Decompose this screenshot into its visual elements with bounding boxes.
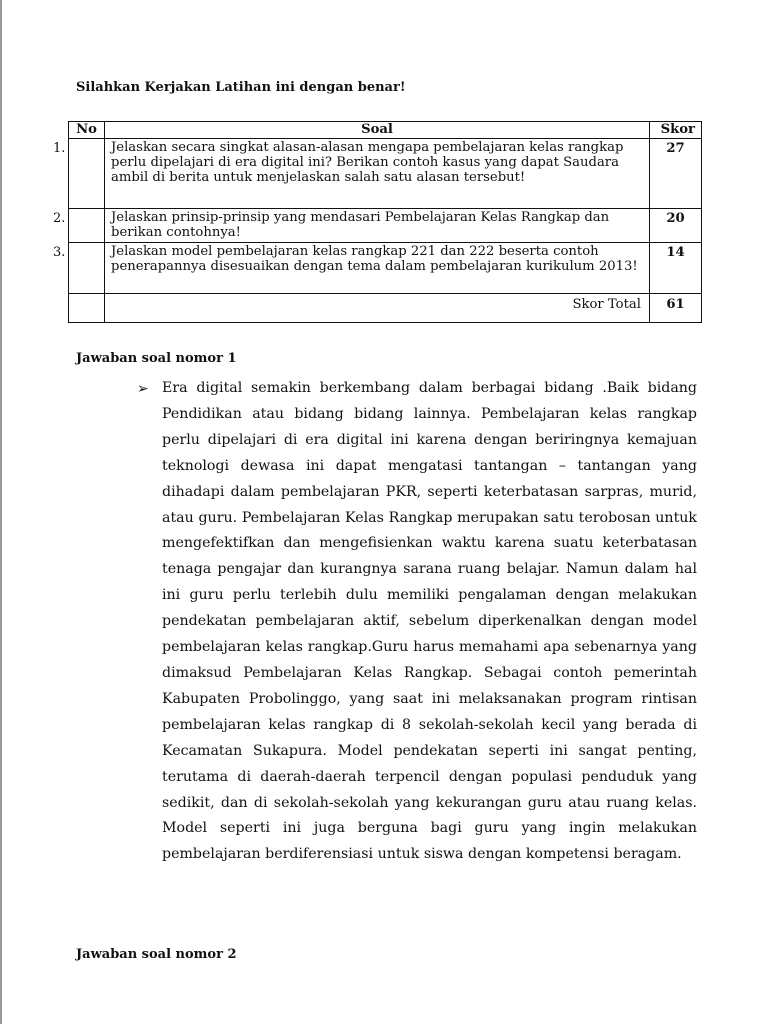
table-row: [69, 209, 702, 243]
total-row: [69, 294, 702, 323]
question-text: Jelaskan prinsip-prinsip yang mendasari Pembelajaran Kelas Rangkap dan berikan contohnya!: [105, 209, 650, 243]
table-header-row: [69, 122, 702, 139]
question-text: Jelaskan secara singkat alasan-alasan mengapa pembelajaran kelas rangkap perlu dipelajari di era digital ini? Berikan contoh kasus yang dapat Saudara ambil di berita untuk menjelaskan salah satu alasan tersebut!: [105, 139, 650, 209]
answer-1-text: Era digital semakin berkembang dalam berbagai bidang .Baik bidang Pendidikan atau bidang bidang lainnya. Pembelajaran kelas rangkap perlu dipelajari di era digital ini karena dengan beriringnya kemajuan teknologi dewasa ini dapat mengatasi tantangan – tantangan yang dihadapi dalam pembelajaran PKR, seperti keterbatasan sarpras, murid, atau guru. Pembelajaran Kelas Rangkap merupakan satu terobosan untuk mengefektifkan dan mengefisienkan waktu karena suatu keterbatasan tenaga pengajar dan kurangnya sarana ruang belajar. Namun dalam hal ini guru perlu terlebih dulu memiliki pengalaman dengan melakukan pendekatan pembelajaran aktif, sebelum diperkenalkan dengan model pembelajaran kelas rangkap.Guru harus memahami apa sebenarnya yang dimaksud Pembelajaran Kelas Rangkap. Sebagai contoh pemerintah Kabupaten Probolinggo, yang saat ini melaksanakan program rintisan pembelajaran kelas rangkap di 8 sekolah-sekolah kecil yang berada di Kecamatan Sukapura. Model pendekatan seperti ini sangat penting, terutama di daerah-daerah terpencil dengan populasi penduduk yang sedikit, dan di sekolah-sekolah yang kekurangan guru atau ruang kelas. Model seperti ini juga berguna bagi guru yang ingin melakukan pembelajaran berdiferensiasi untuk siswa dengan kompetensi beragam.: [162, 380, 697, 863]
column-header-skor: Skor: [650, 122, 702, 139]
table-row: [69, 243, 702, 294]
empty-cell: [69, 294, 105, 323]
column-header-no: No: [69, 122, 105, 139]
row-number: 3.: [53, 245, 66, 260]
table-row: [69, 139, 702, 209]
answer-1-title: Jawaban soal nomor 1: [76, 351, 237, 366]
row-number-cell: [53, 243, 105, 294]
row-number: 2.: [53, 211, 66, 226]
question-table: [53, 121, 702, 323]
row-number-cell: [53, 139, 105, 209]
question-score: 27: [650, 139, 702, 209]
row-number: 1.: [53, 141, 66, 156]
question-text: Jelaskan model pembelajaran kelas rangkap 221 dan 222 beserta contoh penerapannya disesuaikan dengan tema dalam pembelajaran kurikulum 2013!: [105, 243, 650, 294]
page-heading: Silahkan Kerjakan Latihan ini dengan benar!: [76, 80, 406, 95]
row-number-cell: [53, 209, 105, 243]
page-edge: [0, 0, 2, 1024]
total-label: Skor Total: [105, 294, 650, 323]
question-score: 20: [650, 209, 702, 243]
total-score: 61: [650, 294, 702, 323]
answer-2-title: Jawaban soal nomor 2: [76, 947, 237, 962]
question-score: 14: [650, 243, 702, 294]
arrowhead-bullet-icon: ➢: [137, 381, 149, 397]
column-header-soal: Soal: [105, 122, 650, 139]
